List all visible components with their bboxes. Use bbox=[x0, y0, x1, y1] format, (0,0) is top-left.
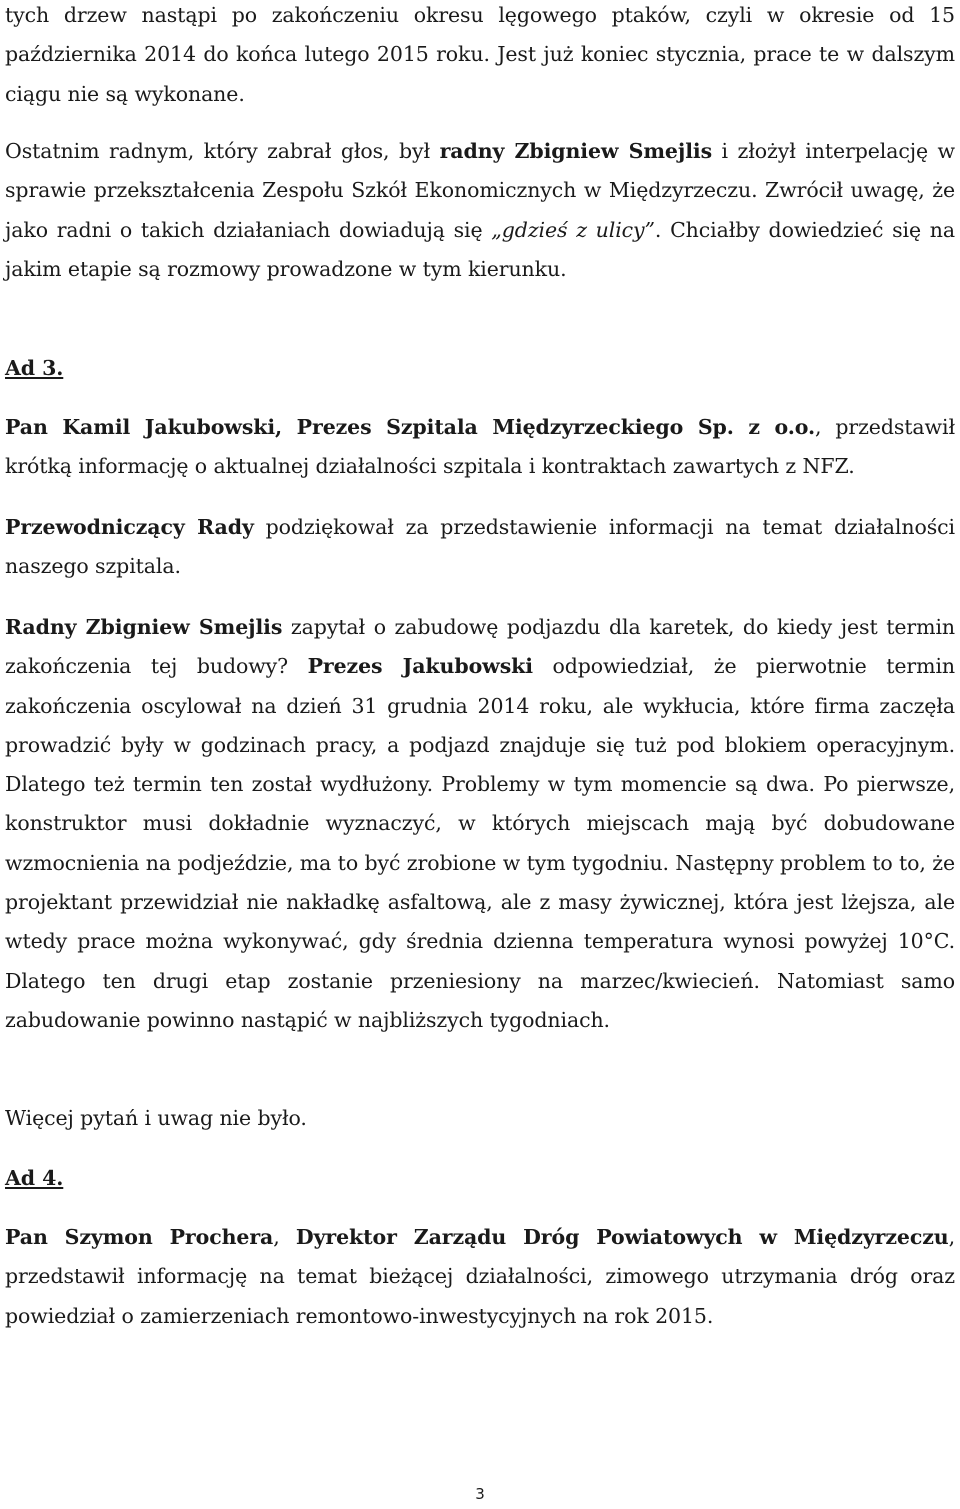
speaker-name: radny Zbigniew Smejlis bbox=[439, 139, 713, 163]
speaker-name: Radny Zbigniew Smejlis bbox=[5, 615, 283, 639]
paragraph-ambulance-driveway: Radny Zbigniew Smejlis zapytał o zabudowę podjazdu dla karetek, do kiedy jest termin zakończenia tej budowy? Prezes Jakubowski odpowiedział, że pierwotnie termin zakończenia oscylował na dzień 31 grudnia 2014 roku, ale wykłucia, które firma zaczęła prowadzić były w godzinach pracy, a podjazd znajduje się tuż pod blokiem operacyjnym. Dlatego też termin ten został wydłużony. Problemy w tym momencie są dwa. Po pierwsze, konstruktor musi dokładnie wyznaczyć, w których miejscach mają być dobudowane wzmocnienia na podjeździe, ma to być zrobione w tym tygodniu. Następny problem to to, że projektant przewidział nie nakładkę asfaltową, ale z masy żywicznej, która jest lżejsza, ale wtedy prace można wykonywać, gdy średnia dzienna temperatura wynosi powyżej 10°C. Dlatego ten drugi etap zostanie przeniesiony na marzec/kwiecień. Natomiast samo zabudowanie powinno nastąpić w najbliższych tygodniach. bbox=[5, 615, 956, 1032]
speaker-title: Dyrektor Zarządu Dróg Powiatowych w Międzyrzeczu bbox=[295, 1225, 949, 1249]
paragraph-hospital-info: Pan Kamil Jakubowski, Prezes Szpitala Międzyrzeckiego Sp. z o.o., przedstawił krótką informację o aktualnej działalności szpitala i kontraktach zawartych z NFZ. bbox=[5, 415, 955, 479]
speaker-name: Prezes Jakubowski bbox=[307, 654, 533, 679]
page-number: 3 bbox=[475, 1485, 485, 1503]
speaker-name: Pan Szymon Prochera bbox=[5, 1225, 274, 1249]
agenda-item-heading: Ad 4. bbox=[5, 1166, 64, 1190]
agenda-item-heading: Ad 3. bbox=[5, 356, 64, 380]
paragraph-no-more-questions: Więcej pytań i uwag nie było. bbox=[5, 1106, 307, 1130]
paragraph-chairman-thanks: Przewodniczący Rady podziękował za przedstawienie informacji na temat działalności naszego szpitala. bbox=[5, 515, 955, 579]
speaker-name: Przewodniczący Rady bbox=[5, 515, 254, 539]
paragraph-roads-director: Pan Szymon Prochera, Dyrektor Zarządu Dróg Powiatowych w Międzyrzeczu, przedstawił informację na temat bieżącej działalności, zimowego utrzymania dróg oraz powiedział o zamierzeniach remontowo-inwestycyjnych na rok 2015. bbox=[5, 1225, 955, 1328]
speaker-name: Pan Kamil Jakubowski, Prezes Szpitala Międzyrzeckiego Sp. z o.o. bbox=[5, 415, 815, 439]
quote: „gdzieś z ulicy” bbox=[491, 217, 655, 242]
paragraph-tree-felling: tych drzew nastąpi po zakończeniu okresu lęgowego ptaków, czyli w okresie od 15 października 2014 do końca lutego 2015 roku. Jest już koniec stycznia, prace te w dalszym ciągu nie są wykonane. bbox=[5, 3, 955, 106]
paragraph-smejlis-interpellation: Ostatnim radnym, który zabrał głos, był radny Zbigniew Smejlis i złożył interpelację w sprawie przekształcenia Zespołu Szkół Ekonomicznych w Międzyrzeczu. Zwrócił uwagę, że jako radni o takich działaniach dowiadują się „gdzieś z ulicy”. Chciałby dowiedzieć się na jakim etapie są rozmowy prowadzone w tym kierunku. bbox=[5, 139, 955, 281]
